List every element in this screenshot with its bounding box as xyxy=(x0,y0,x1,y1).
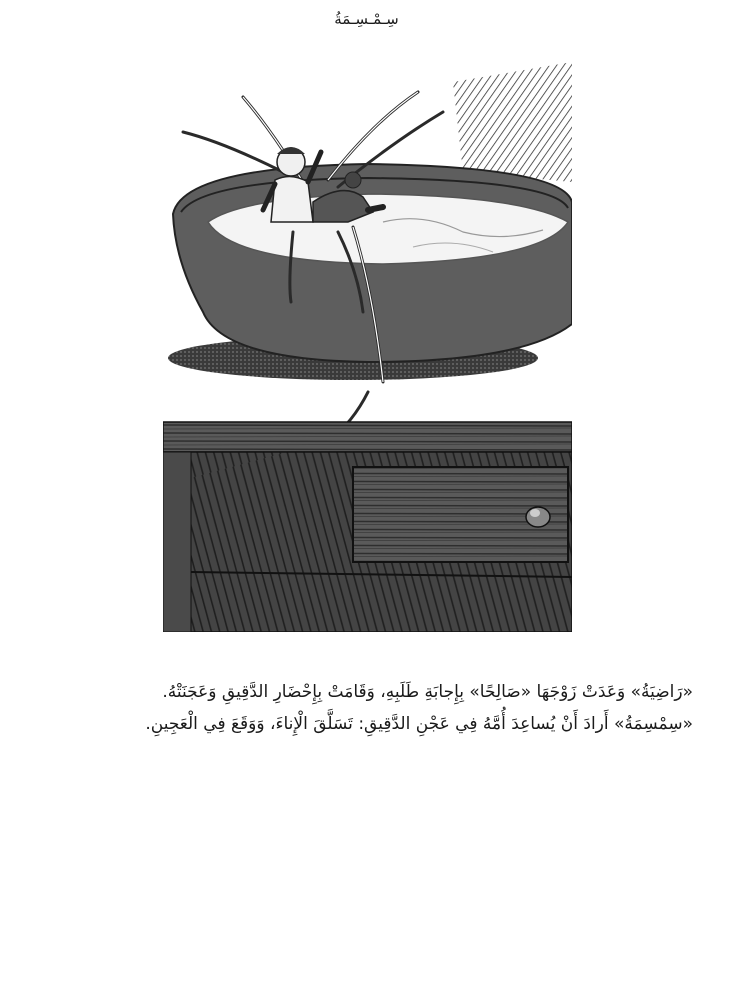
story-text xyxy=(40,676,693,740)
story-line: «رَاضِيَةُ» وَعَدَتْ زَوْجَهَا «صَالِحًا» بِإِجابَةِ طَلَبِهِ، وَقَامَتْ بِإِحْضَارِ الدَّقِيقِ وَعَجَنَتْهُ. xyxy=(162,682,693,702)
story-line: «سِمْسِمَةُ» أَرادَ أَنْ يُساعِدَ أُمَّهُ فِي عَجْنِ الدَّقِيقِ: تَسَلَّقَ الْإِناءَ، وَوَقَعَ فِي الْعَجِينِ. xyxy=(145,714,693,734)
table-leg xyxy=(163,452,191,632)
illustration xyxy=(163,62,572,632)
page-title: سِـمْـسِـمَةُ xyxy=(334,10,399,28)
table-top xyxy=(163,422,572,452)
background-hatching xyxy=(453,62,572,182)
